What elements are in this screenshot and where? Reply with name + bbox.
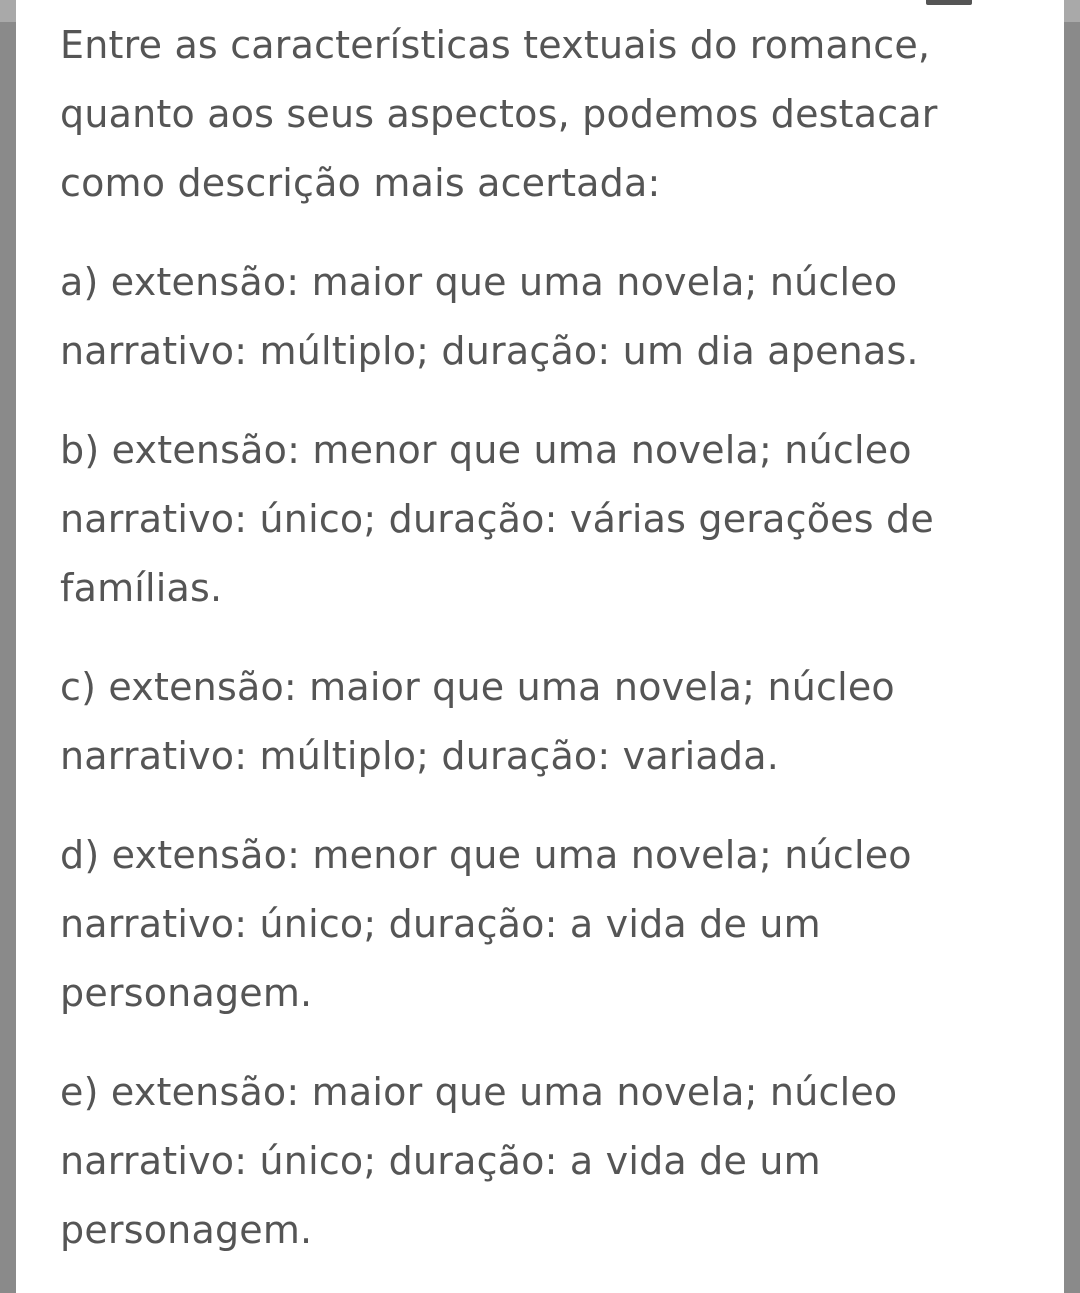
option-d: d) extensão: menor que uma novela; núcleo narrativo: único; duração: a vida de um personagem. [60, 833, 912, 1015]
option-b: b) extensão: menor que uma novela; núcleo narrativo: único; duração: várias gerações de famílias. [60, 428, 934, 610]
option-a: a) extensão: maior que uma novela; núcleo narrativo: múltiplo; duração: um dia apenas. [60, 260, 919, 373]
question-content [60, 11, 1050, 1265]
option-e: e) extensão: maior que uma novela; núcleo narrativo: único; duração: a vida de um personagem. [60, 1070, 898, 1252]
question-text: Entre as características textuais do romance, quanto aos seus aspectos, podemos destacar como descrição mais acertada: [60, 23, 938, 205]
question-sheet [16, 0, 1064, 1293]
option-c: c) extensão: maior que uma novela; núcleo narrativo: múltiplo; duração: variada. [60, 665, 895, 778]
sheet-handle[interactable] [926, 0, 972, 5]
